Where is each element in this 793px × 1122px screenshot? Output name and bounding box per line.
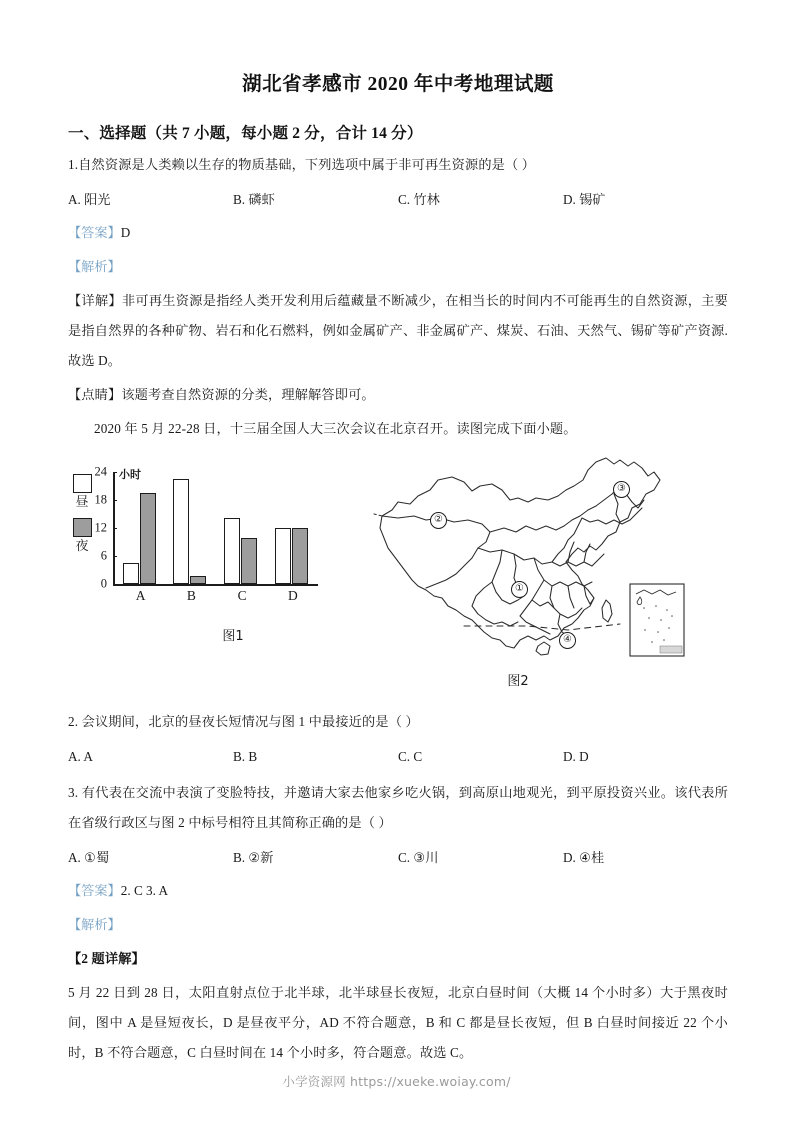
q3-option-c[interactable]: C. ③川 — [398, 850, 439, 865]
option-c[interactable]: C. 竹林 — [398, 192, 440, 207]
x-label-D: D — [287, 588, 298, 603]
question-1-tip: 【点睛】该题考查自然资源的分类，理解解答即可。 — [68, 387, 375, 402]
figure-1-caption: 图1 — [222, 629, 244, 644]
china-map-svg — [368, 450, 698, 668]
bar-group-B — [173, 472, 209, 584]
y-tick-6: 6 — [100, 548, 107, 563]
q3-option-b[interactable]: B. ②新 — [233, 850, 274, 865]
answer-label: 【答案】 — [68, 225, 121, 240]
x-axis-labels — [115, 588, 318, 608]
chart-plot — [94, 464, 318, 603]
y-axis-unit: 小时 — [119, 468, 141, 481]
site-footer: 小学资源网 https://xueke.woiay.com/ — [282, 1074, 511, 1089]
x-label-B: B — [186, 588, 196, 603]
question-2-detail: 5 月 22 日到 28 日，太阳直射点位于北半球，北半球昼长夜短，北京白昼时间（大概 14 个小时多）大于黑夜时间，图中 A 是昼短夜长，D 是昼夜平分，AD 不符合题意，B 和 C 都是昼长夜短，但 B 白昼时间接近 22 个小时，B 不符合题意，C 白昼时间在 14 个小时多，符合题意。故选 C。 — [68, 985, 728, 1060]
bar-day-D — [275, 528, 291, 584]
y-tick-18: 18 — [94, 492, 107, 507]
page-content — [68, 0, 728, 1068]
bar-night-D — [292, 528, 308, 584]
map-marker-1: ① — [511, 581, 528, 598]
question-2-options — [68, 743, 728, 771]
figure-2-china-map — [368, 450, 728, 689]
question-3-stem: 3. 有代表在交流中表演了变脸特技，并邀请大家去他家乡吃火锅，到高原山地观光，到平原投资兴业。该代表所在省级行政区与图 2 中标号相符且其简称正确的是（ ） — [68, 785, 728, 830]
q2-option-c[interactable]: C. C — [398, 749, 423, 764]
material-text: 2020 年 5 月 22-28 日，十三届全国人大三次会议在北京召开。读图完成下面小题。 — [94, 421, 577, 436]
figure-1-bar-chart — [65, 464, 355, 644]
x-label-C: C — [237, 588, 247, 603]
q3-option-a[interactable]: A. ①蜀 — [68, 850, 110, 865]
x-label-A: A — [135, 588, 146, 603]
question-3-analysis-label: 【解析】 — [68, 917, 121, 932]
answer-value: D — [120, 225, 131, 240]
q3-option-d[interactable]: D. ④桂 — [563, 850, 605, 865]
bar-day-B — [173, 479, 189, 584]
bar-group-A — [123, 472, 159, 584]
question-1-analysis-label: 【解析】 — [68, 259, 121, 274]
option-d[interactable]: D. 锡矿 — [563, 192, 606, 207]
x-axis — [113, 584, 318, 586]
bar-day-A — [123, 563, 139, 584]
question-3-answer — [68, 876, 728, 906]
bar-night-C — [241, 538, 257, 584]
section-heading: 一、选择题（共 7 小题，每小题 2 分，合计 14 分） — [68, 125, 423, 142]
y-tick-12: 12 — [94, 520, 107, 535]
bar-night-B — [190, 576, 206, 584]
question-1-stem: 1.自然资源是人类赖以生存的物质基础，下列选项中属于非可再生资源的是（ ） — [68, 157, 536, 172]
map-marker-2: ② — [430, 512, 447, 529]
question-3-options — [68, 844, 728, 872]
bar-day-C — [224, 518, 240, 584]
chart-bars — [115, 472, 318, 584]
bar-group-C — [224, 472, 260, 584]
figure-2-caption: 图2 — [507, 674, 529, 689]
q2-option-b[interactable]: B. B — [233, 749, 258, 764]
page-title: 湖北省孝感市 2020 年中考地理试题 — [242, 74, 554, 95]
question-2-detail-heading: 【2 题详解】 — [68, 951, 145, 966]
y-tick-labels — [87, 464, 111, 591]
south-china-sea-inset — [630, 584, 684, 656]
map-marker-3: ③ — [613, 481, 630, 498]
bar-group-D — [275, 472, 311, 584]
y-tick-24: 24 — [94, 464, 107, 479]
legend-label-night: 夜 — [75, 539, 89, 554]
chart-area — [65, 464, 355, 609]
q2-option-d[interactable]: D. D — [563, 749, 589, 764]
option-a[interactable]: A. 阳光 — [68, 192, 111, 207]
legend-label-day: 昼 — [75, 495, 89, 510]
question-2-stem: 2. 会议期间，北京的昼夜长短情况与图 1 中最接近的是（ ） — [68, 714, 419, 729]
q3-answer-label: 【答案】 — [68, 883, 121, 898]
q3-answer-value: 2. C 3. A — [120, 883, 169, 898]
map-canvas — [368, 450, 698, 668]
map-marker-4: ④ — [559, 632, 576, 649]
bar-night-A — [140, 493, 156, 584]
question-1-detail: 【详解】非可再生资源是指经人类开发利用后蕴藏量不断减少，在相当长的时间内不可能再生的自然资源，主要是指自然界的各种矿物、岩石和化石燃料，例如金属矿产、非金属矿产、煤炭、石油、天然气、锡矿等矿产资源. 故选 D。 — [68, 293, 728, 368]
y-tick-0: 0 — [100, 576, 107, 591]
option-b[interactable]: B. 磷虾 — [233, 192, 275, 207]
figures-area — [68, 450, 728, 700]
question-1-options — [68, 186, 728, 214]
q2-option-a[interactable]: A. A — [68, 749, 93, 764]
question-1-answer — [68, 218, 728, 248]
